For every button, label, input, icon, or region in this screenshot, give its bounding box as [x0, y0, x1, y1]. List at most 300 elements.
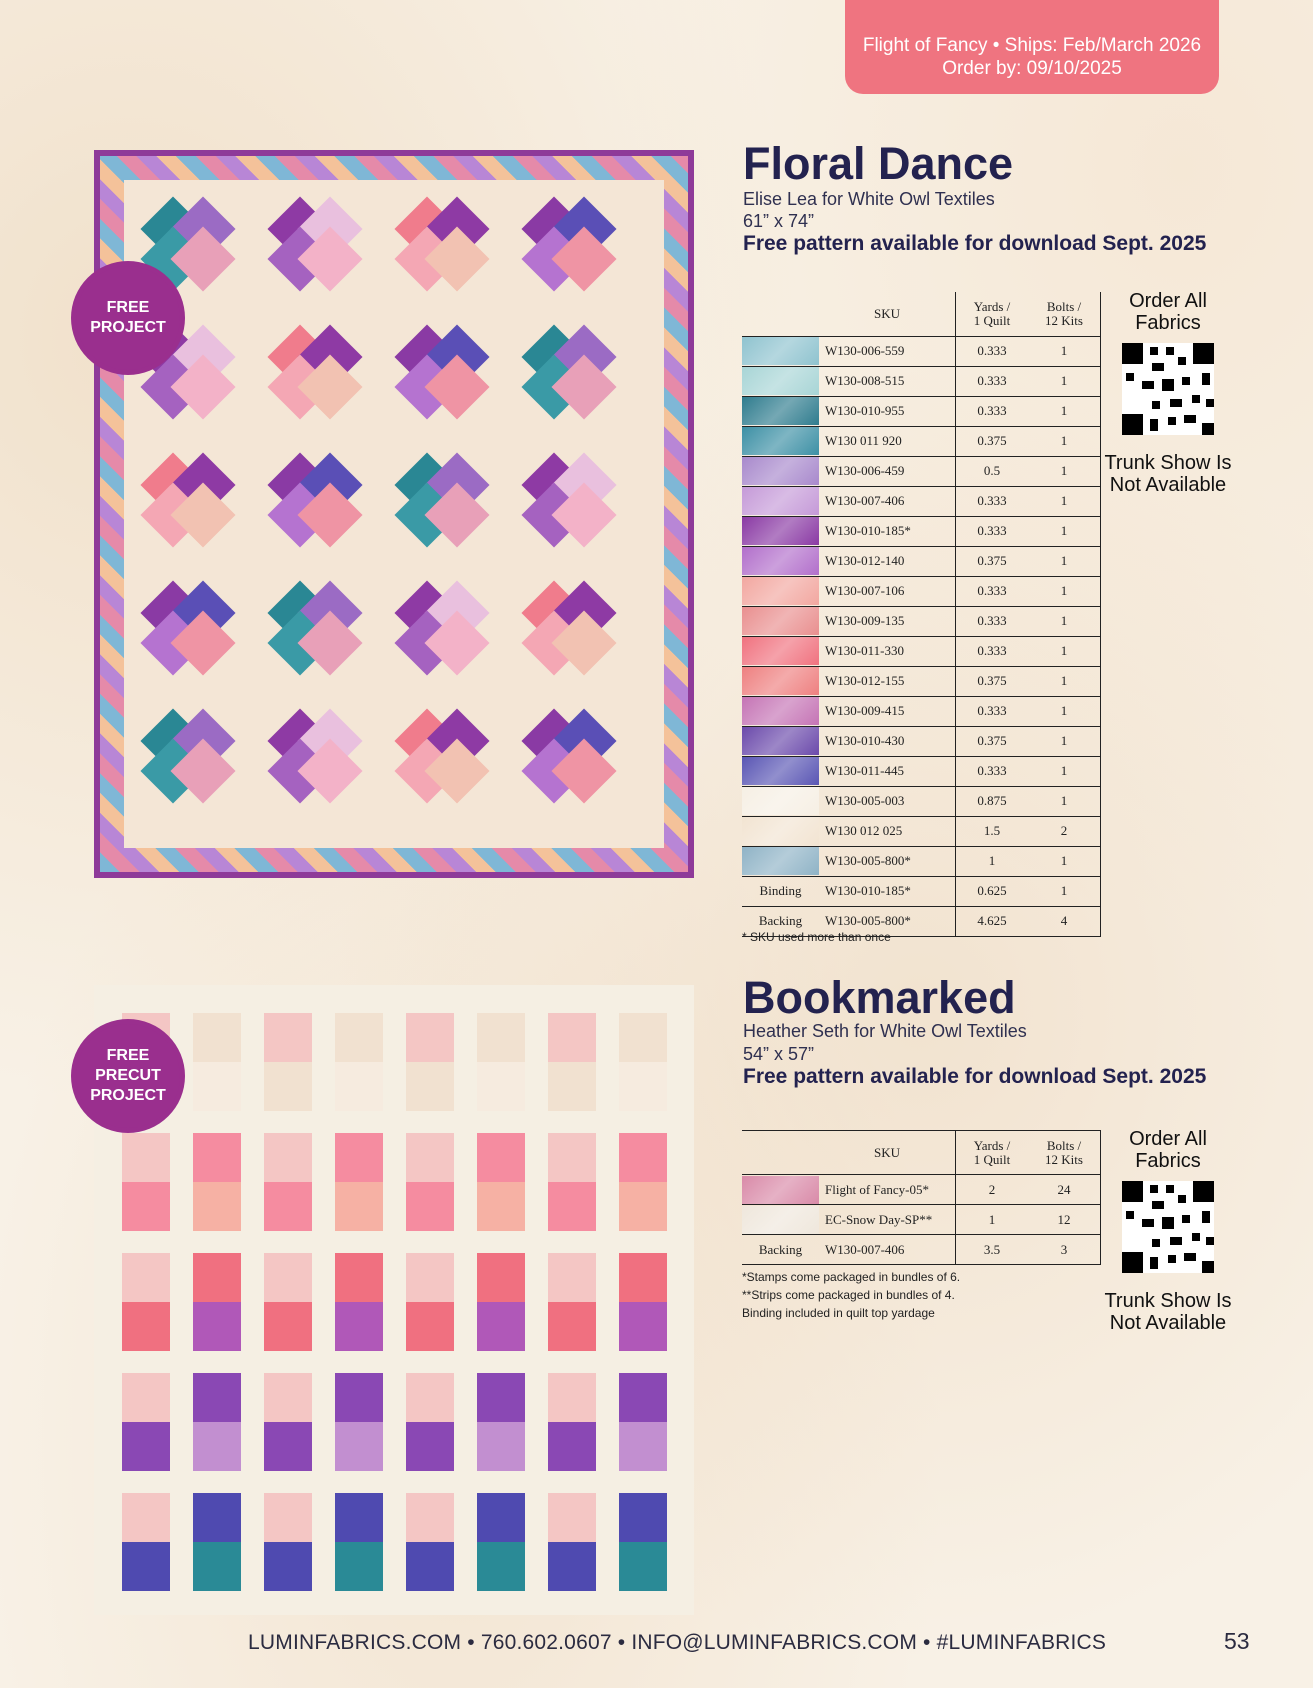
yards-cell: 2 — [956, 1175, 1029, 1205]
qr-module — [1152, 363, 1164, 371]
strip-bottom — [548, 1062, 596, 1111]
strip-top — [335, 1493, 383, 1542]
strip-bottom — [335, 1062, 383, 1111]
strip-top — [264, 1373, 312, 1422]
order-qr-code[interactable] — [1122, 343, 1214, 435]
sku-row — [742, 636, 1101, 666]
fabric-swatch-cell — [742, 846, 819, 876]
qr-module — [1126, 373, 1134, 381]
yards-cell: 0.333 — [956, 336, 1029, 366]
bolts-cell: 1 — [1028, 576, 1101, 606]
quilt-strip — [477, 1373, 525, 1471]
qr-module — [1150, 1185, 1158, 1193]
fabric-swatch — [742, 547, 819, 575]
order-qr-code[interactable] — [1122, 1181, 1214, 1273]
strip-bottom — [619, 1422, 667, 1471]
bolts-cell: 1 — [1028, 396, 1101, 426]
bolts-cell: 1 — [1028, 846, 1101, 876]
qr-module — [1202, 1211, 1210, 1223]
fabric-swatch — [742, 697, 819, 725]
fabric-swatch — [742, 787, 819, 815]
strip-top — [193, 1373, 241, 1422]
fabric-swatch-cell — [742, 546, 819, 576]
fabric-swatch-cell — [742, 666, 819, 696]
yards-cell: 4.625 — [956, 906, 1029, 936]
yards-cell: 0.333 — [956, 516, 1029, 546]
quilt-block — [517, 576, 632, 691]
bolts-header-line: 12 Kits — [1045, 1151, 1083, 1167]
strip-top — [193, 1253, 241, 1302]
strip-bottom — [548, 1422, 596, 1471]
strip-bottom — [406, 1302, 454, 1351]
qr-module — [1202, 1261, 1214, 1273]
page-number: 53 — [1224, 1628, 1250, 1654]
strip-top — [619, 1373, 667, 1422]
bolts-header-line: Bolts / — [1046, 298, 1082, 314]
yards-cell: 0.333 — [956, 486, 1029, 516]
fabric-swatch — [742, 1206, 819, 1234]
qr-module — [1202, 373, 1210, 385]
strip-bottom — [335, 1542, 383, 1591]
strip-bottom — [548, 1182, 596, 1231]
sku-cell: Flight of Fancy-05* — [819, 1175, 956, 1205]
strip-bottom — [477, 1302, 525, 1351]
strip-bottom — [264, 1422, 312, 1471]
strip-top — [264, 1493, 312, 1542]
qr-module — [1182, 377, 1190, 385]
sku-row — [742, 396, 1101, 426]
strip-top — [406, 1373, 454, 1422]
sku-cell: W130-011-445 — [819, 756, 956, 786]
quilt-strip — [193, 1493, 241, 1591]
sku-row — [742, 876, 1101, 906]
strip-bottom — [335, 1182, 383, 1231]
fabric-swatch-cell — [742, 696, 819, 726]
fabric-swatch-cell — [742, 576, 819, 606]
qr-module — [1162, 1217, 1174, 1229]
swatch-header — [742, 1131, 819, 1175]
sku-row — [742, 606, 1101, 636]
quilt-strip — [193, 1013, 241, 1111]
bolts-header-line: Bolts / — [1046, 1137, 1082, 1153]
qr-module — [1178, 357, 1186, 365]
fabric-swatch — [742, 367, 819, 395]
sku-cell: W130-006-459 — [819, 456, 956, 486]
bolts-cell: 3 — [1028, 1235, 1101, 1265]
strip-bottom — [548, 1542, 596, 1591]
quilt-block — [390, 320, 505, 435]
quilt-strip — [264, 1133, 312, 1231]
sku-row — [742, 1175, 1101, 1205]
badge-line: FREE — [106, 299, 150, 316]
floral-dance-free-pattern: Free pattern available for download Sept. 2025 — [743, 232, 1207, 255]
qr-module — [1166, 347, 1174, 355]
strip-top — [122, 1253, 170, 1302]
trunk-line: Trunk Show Is — [1104, 1290, 1232, 1312]
bolts-header — [1028, 292, 1101, 336]
trunk-line: Trunk Show Is — [1104, 452, 1232, 474]
quilt-strip — [264, 1013, 312, 1111]
fabric-swatch — [742, 817, 819, 845]
fabric-swatch — [742, 847, 819, 875]
sku-row — [742, 576, 1101, 606]
badge-line: FREE — [106, 1047, 150, 1064]
bolts-cell: 1 — [1028, 786, 1101, 816]
sku-row — [742, 546, 1101, 576]
floral-dance-title: Floral Dance — [743, 138, 1014, 189]
order-line: Order All — [1129, 1128, 1207, 1150]
bookmarked-quilt-image — [94, 985, 694, 1615]
yards-cell: 0.375 — [956, 666, 1029, 696]
bolts-cell: 12 — [1028, 1205, 1101, 1235]
yards-cell: 1 — [956, 1205, 1029, 1235]
strip-top — [548, 1253, 596, 1302]
bolts-cell: 1 — [1028, 366, 1101, 396]
bolts-cell: 1 — [1028, 606, 1101, 636]
strip-bottom — [406, 1422, 454, 1471]
strip-top — [619, 1013, 667, 1062]
qr-module — [1152, 401, 1160, 409]
yards-cell: 0.875 — [956, 786, 1029, 816]
strip-top — [477, 1493, 525, 1542]
yards-cell: 0.375 — [956, 726, 1029, 756]
quilt-strip — [406, 1013, 454, 1111]
bolts-cell: 1 — [1028, 426, 1101, 456]
quilt-strip — [619, 1253, 667, 1351]
fabric-swatch-cell — [742, 816, 819, 846]
bolts-cell: 1 — [1028, 726, 1101, 756]
quilt-strip — [122, 1373, 170, 1471]
strip-bottom — [619, 1542, 667, 1591]
strip-bottom — [193, 1542, 241, 1591]
qr-module — [1152, 1239, 1160, 1247]
qr-module — [1166, 1185, 1174, 1193]
strip-bottom — [122, 1422, 170, 1471]
yards-header-line: Yards / — [973, 298, 1011, 314]
strip-top — [335, 1133, 383, 1182]
qr-module — [1142, 381, 1154, 389]
trunk-line: Not Available — [1109, 1312, 1227, 1334]
qr-module — [1192, 1233, 1200, 1241]
bolts-header — [1028, 1131, 1101, 1175]
fabric-swatch-cell — [742, 606, 819, 636]
strip-top — [477, 1253, 525, 1302]
quilt-strip — [335, 1373, 383, 1471]
sku-cell: W130-012-155 — [819, 666, 956, 696]
sku-row — [742, 756, 1101, 786]
strip-top — [264, 1013, 312, 1062]
quilt-block — [517, 448, 632, 563]
strip-top — [548, 1013, 596, 1062]
sku-cell: W130-007-406 — [819, 1235, 956, 1265]
bookmarked-free-pattern: Free pattern available for download Sept. 2025 — [743, 1065, 1207, 1088]
yards-cell: 0.333 — [956, 636, 1029, 666]
sku-row — [742, 726, 1101, 756]
fabric-swatch — [742, 1176, 819, 1204]
qr-module — [1162, 379, 1174, 391]
strip-top — [548, 1493, 596, 1542]
order-all-fabrics-label — [1106, 1128, 1230, 1172]
sku-cell: W130 012 025 — [819, 816, 956, 846]
strip-bottom — [477, 1542, 525, 1591]
quilt-strip — [477, 1253, 525, 1351]
fabric-swatch — [742, 427, 819, 455]
quilt-strip — [335, 1133, 383, 1231]
sku-row — [742, 366, 1101, 396]
quilt-block — [136, 448, 251, 563]
free-project-badge — [76, 266, 180, 370]
strip-top — [406, 1253, 454, 1302]
trunk-show-label — [1100, 1290, 1236, 1334]
strip-top — [335, 1253, 383, 1302]
bolts-cell: 1 — [1028, 636, 1101, 666]
floral-dance-designer: Elise Lea for White Owl Textiles — [743, 189, 995, 209]
strip-bottom — [406, 1062, 454, 1111]
strip-bottom — [335, 1422, 383, 1471]
yards-header — [956, 292, 1029, 336]
strip-top — [548, 1373, 596, 1422]
fabric-swatch-cell: Backing — [742, 906, 819, 936]
yards-cell: 0.333 — [956, 696, 1029, 726]
quilt-strip — [619, 1373, 667, 1471]
quilt-block — [390, 192, 505, 307]
strip-top — [264, 1133, 312, 1182]
strip-top — [335, 1373, 383, 1422]
strip-top — [122, 1493, 170, 1542]
yards-cell: 1.5 — [956, 816, 1029, 846]
fabric-swatch-cell — [742, 396, 819, 426]
quilt-strip — [548, 1373, 596, 1471]
yards-cell: 0.333 — [956, 396, 1029, 426]
fabric-swatch-cell — [742, 1205, 819, 1235]
quilt-strip — [122, 1493, 170, 1591]
qr-module — [1126, 1211, 1134, 1219]
swatch-header — [742, 292, 819, 336]
strip-top — [122, 1373, 170, 1422]
bolts-header-line: 12 Kits — [1045, 312, 1083, 328]
strip-bottom — [122, 1302, 170, 1351]
sku-header: SKU — [819, 292, 956, 336]
quilt-block — [390, 576, 505, 691]
strip-top — [335, 1013, 383, 1062]
fabric-swatch — [742, 637, 819, 665]
fabric-swatch-cell — [742, 426, 819, 456]
yards-cell: 0.333 — [956, 606, 1029, 636]
strip-bottom — [619, 1182, 667, 1231]
yards-cell: 1 — [956, 846, 1029, 876]
sku-cell: W130-010-185* — [819, 876, 956, 906]
strip-bottom — [406, 1542, 454, 1591]
sku-row — [742, 456, 1101, 486]
fabric-swatch-cell — [742, 636, 819, 666]
badge-line: PRECUT — [95, 1067, 161, 1084]
quilt-strip — [406, 1373, 454, 1471]
fabric-swatch-cell — [742, 516, 819, 546]
quilt-block — [263, 320, 378, 435]
qr-module — [1168, 1255, 1176, 1263]
quilt-strip — [477, 1493, 525, 1591]
badge-line: PROJECT — [90, 319, 166, 336]
bookmarked-sku-table — [742, 1130, 1101, 1265]
sku-header: SKU — [819, 1131, 956, 1175]
qr-module — [1150, 347, 1158, 355]
qr-module — [1150, 419, 1158, 431]
bolts-cell: 1 — [1028, 336, 1101, 366]
floral-dance-quilt-image — [94, 150, 694, 878]
qr-module — [1193, 343, 1214, 364]
strip-bottom — [193, 1302, 241, 1351]
quilt-strip — [193, 1253, 241, 1351]
bolts-cell: 4 — [1028, 906, 1101, 936]
fabric-swatch-cell — [742, 336, 819, 366]
fabric-swatch-cell: Backing — [742, 1235, 819, 1265]
strip-top — [406, 1013, 454, 1062]
qr-module — [1206, 399, 1214, 407]
strip-bottom — [264, 1062, 312, 1111]
bookmarked-title: Bookmarked — [743, 972, 1016, 1023]
sku-cell: W130-005-800* — [819, 906, 956, 936]
quilt-strip — [264, 1373, 312, 1471]
bookmarked-designer: Heather Seth for White Owl Textiles — [743, 1021, 1027, 1041]
strip-bottom — [193, 1182, 241, 1231]
quilt-strip — [406, 1133, 454, 1231]
quilt-strip — [619, 1013, 667, 1111]
quilt-strip — [477, 1133, 525, 1231]
footer-contact: LUMINFABRICS.COM • 760.602.0607 • INFO@LUMINFABRICS.COM • #LUMINFABRICS — [248, 1631, 1107, 1654]
sku-cell: W130-010-955 — [819, 396, 956, 426]
quilt-strip — [548, 1253, 596, 1351]
quilt-strip — [335, 1493, 383, 1591]
sku-cell: W130-010-430 — [819, 726, 956, 756]
strip-top — [477, 1133, 525, 1182]
strip-top — [619, 1253, 667, 1302]
quilt-strip — [548, 1493, 596, 1591]
strip-top — [406, 1133, 454, 1182]
quilt-strip — [335, 1253, 383, 1351]
strip-bottom — [122, 1182, 170, 1231]
qr-module — [1142, 1219, 1154, 1227]
fabric-swatch-cell — [742, 786, 819, 816]
strip-bottom — [477, 1062, 525, 1111]
bookmarked-size: 54” x 57” — [743, 1044, 815, 1064]
strip-top — [193, 1133, 241, 1182]
qr-module — [1182, 1215, 1190, 1223]
qr-module — [1202, 423, 1214, 435]
collection-header-tab — [845, 0, 1219, 94]
sku-row — [742, 786, 1101, 816]
fabric-swatch-cell — [742, 366, 819, 396]
quilt-strip — [548, 1013, 596, 1111]
qr-module — [1152, 1201, 1164, 1209]
qr-module — [1168, 417, 1176, 425]
quilt-block — [263, 576, 378, 691]
strip-top — [193, 1013, 241, 1062]
note-line: Binding included in quilt top yardage — [742, 1306, 935, 1320]
quilt-strip — [548, 1133, 596, 1231]
quilt-block — [517, 320, 632, 435]
quilt-strip — [406, 1493, 454, 1591]
sku-cell: W130-009-415 — [819, 696, 956, 726]
strip-top — [548, 1133, 596, 1182]
quilt-center — [124, 180, 664, 848]
bolts-cell: 24 — [1028, 1175, 1101, 1205]
sku-cell: EC-Snow Day-SP** — [819, 1205, 956, 1235]
sku-cell: W130-007-106 — [819, 576, 956, 606]
strip-top — [264, 1253, 312, 1302]
sku-cell: W130-008-515 — [819, 366, 956, 396]
strip-bottom — [619, 1302, 667, 1351]
sku-cell: W130-006-559 — [819, 336, 956, 366]
free-precut-project-badge — [76, 1024, 180, 1128]
quilt-block — [517, 192, 632, 307]
qr-module — [1193, 1181, 1214, 1202]
strip-bottom — [193, 1062, 241, 1111]
strip-top — [122, 1133, 170, 1182]
yards-header — [956, 1131, 1029, 1175]
quilt-strip — [619, 1133, 667, 1231]
qr-module — [1178, 1195, 1186, 1203]
yards-header-line: 1 Quilt — [973, 312, 1011, 328]
collection-ship-info: Flight of Fancy • Ships: Feb/March 2026 — [862, 35, 1202, 56]
fabric-swatch — [742, 577, 819, 605]
sku-cell: W130 011 920 — [819, 426, 956, 456]
bolts-cell: 1 — [1028, 546, 1101, 576]
fabric-swatch-cell — [742, 726, 819, 756]
sku-cell: W130-010-185* — [819, 516, 956, 546]
quilt-strip — [619, 1493, 667, 1591]
strip-top — [619, 1133, 667, 1182]
strip-bottom — [193, 1422, 241, 1471]
bolts-cell: 1 — [1028, 516, 1101, 546]
fabric-swatch-cell: Binding — [742, 876, 819, 906]
strip-bottom — [335, 1302, 383, 1351]
sku-row — [742, 426, 1101, 456]
sku-row — [742, 336, 1101, 366]
sku-row — [742, 816, 1101, 846]
fabric-swatch — [742, 397, 819, 425]
quilt-block — [136, 576, 251, 691]
bolts-cell: 1 — [1028, 666, 1101, 696]
quilt-strip — [122, 1133, 170, 1231]
sku-cell: W130-007-406 — [819, 486, 956, 516]
yards-header-line: Yards / — [973, 1137, 1011, 1153]
strip-bottom — [477, 1422, 525, 1471]
strip-bottom — [264, 1542, 312, 1591]
sku-cell: W130-011-330 — [819, 636, 956, 666]
qr-module — [1192, 395, 1200, 403]
fabric-swatch — [742, 457, 819, 485]
quilt-block — [136, 704, 251, 819]
sku-row — [742, 516, 1101, 546]
yards-cell: 0.375 — [956, 426, 1029, 456]
sku-row — [742, 486, 1101, 516]
fabric-swatch-cell — [742, 456, 819, 486]
yards-cell: 0.333 — [956, 756, 1029, 786]
quilt-block — [390, 704, 505, 819]
fabric-swatch-cell — [742, 486, 819, 516]
qr-module — [1184, 415, 1196, 423]
strip-top — [406, 1493, 454, 1542]
sku-row — [742, 846, 1101, 876]
qr-module — [1122, 343, 1143, 364]
fabric-swatch — [742, 757, 819, 785]
fabric-swatch — [742, 727, 819, 755]
sku-row — [742, 1205, 1101, 1235]
quilt-block — [517, 704, 632, 819]
quilt-strip — [193, 1373, 241, 1471]
quilt-strip — [264, 1253, 312, 1351]
trunk-line: Not Available — [1109, 474, 1227, 496]
